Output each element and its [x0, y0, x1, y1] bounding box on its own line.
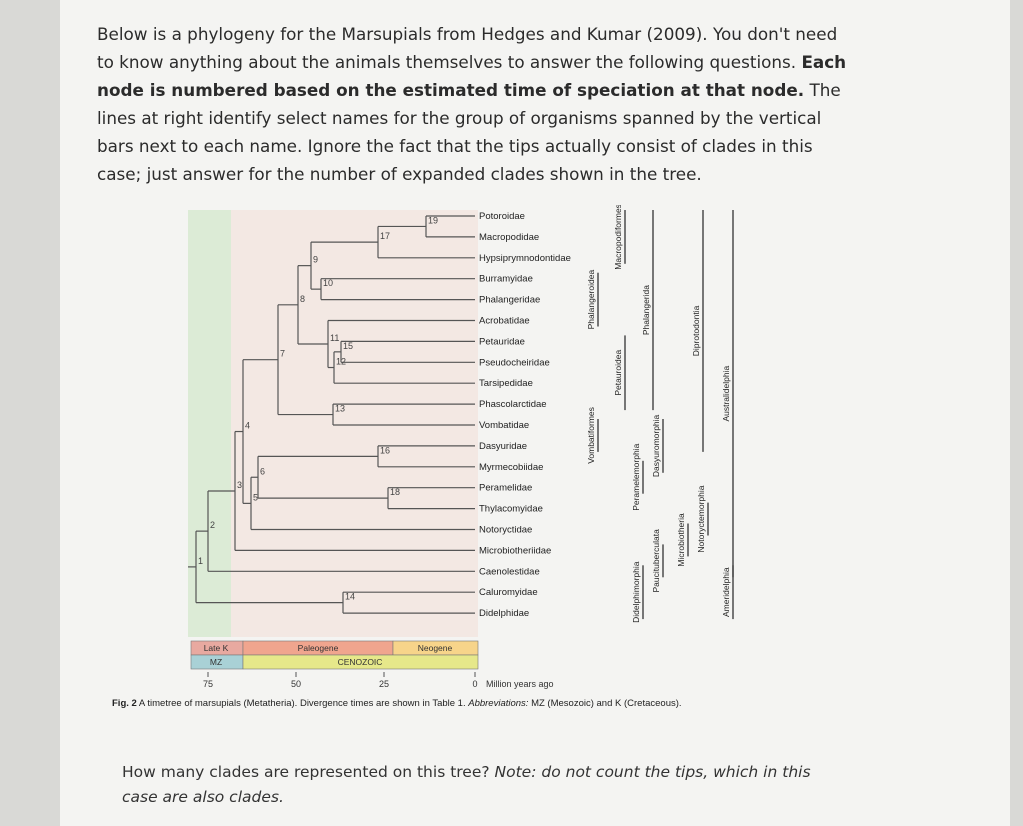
- late-k-label: Late K: [203, 643, 229, 653]
- node-label: 17: [380, 231, 391, 242]
- caption-abbr: MZ (Mesozoic) and K (Cretaceous).: [528, 698, 682, 709]
- cenozoic-label: CENOZOIC: [337, 657, 383, 667]
- neogene-label: Neogene: [417, 643, 453, 653]
- tip-label-group: [479, 211, 571, 619]
- group-label: Notoryctemorphia: [696, 485, 706, 553]
- tip-label: Vombatidae: [479, 420, 530, 431]
- tip-label: Phalangeridae: [479, 294, 541, 306]
- tip-label: Petauridae: [479, 336, 525, 348]
- question-text: [122, 760, 842, 810]
- node-label: 13: [335, 403, 346, 414]
- tip-label: Tarsipedidae: [479, 378, 533, 390]
- tick-label: 0: [472, 679, 478, 689]
- group-label: Petauroidea: [613, 349, 623, 396]
- tip-label: Notoryctidae: [479, 524, 533, 536]
- node-label: 10: [323, 278, 334, 289]
- group-label: Phalangerida: [641, 284, 651, 336]
- group-label: Didelphimorphia: [631, 561, 641, 623]
- node-label: 11: [330, 333, 340, 344]
- intro-text-3: The lines at right identify select names for the group of organisms spanned by the vertical bars next to each name. Ignore the fact that the tips actually consist of clades in this case; just answer for the number of expanded clades shown in the tree.: [97, 80, 841, 184]
- node-label: 5: [253, 492, 259, 503]
- tip-label: Didelphidae: [479, 608, 530, 620]
- caption-abbr-label: Abbreviations:: [468, 698, 529, 709]
- node-label: 16: [380, 445, 391, 456]
- node-label: 14: [345, 591, 356, 602]
- group-label: Peramelemorphia: [631, 443, 641, 511]
- node-label: 12: [336, 356, 347, 367]
- late-k-shade: [188, 210, 231, 637]
- group-label: Diprotodontia: [691, 305, 701, 357]
- intro-text-bold: Each node is numbered based on the estimated time of speciation at that node.: [97, 52, 847, 100]
- tip-label: Burramyidae: [479, 273, 533, 285]
- node-label: 2: [210, 520, 216, 531]
- caption-text: A timetree of marsupials (Metatheria). Divergence times are shown in Table 1.: [136, 698, 469, 709]
- node-label: 15: [343, 340, 354, 351]
- mz-label: MZ: [209, 657, 223, 667]
- tip-label: Myrmecobiidae: [479, 461, 544, 473]
- timetree-svg: [188, 205, 908, 700]
- node-label: 18: [390, 487, 401, 498]
- node-label: 4: [245, 420, 251, 431]
- node-label: 19: [428, 215, 439, 226]
- phylogeny-figure: [188, 205, 908, 705]
- tip-label: Peramelidae: [479, 482, 533, 494]
- tip-label: Phascolarctidae: [479, 399, 547, 411]
- group-label: Phalangeroidea: [586, 269, 596, 330]
- group-label: Dasyuromorphia: [651, 414, 661, 478]
- question-main: How many clades are represented on this tree?: [122, 763, 495, 781]
- intro-paragraph: [97, 20, 847, 188]
- tick-label: 50: [290, 679, 302, 689]
- group-label: Macropodiformes: [613, 205, 623, 270]
- group-label: Vombatiformes: [586, 407, 596, 464]
- node-label: 8: [300, 293, 306, 304]
- tick-label: 75: [202, 679, 214, 689]
- axis-unit: Million years ago: [486, 679, 554, 689]
- question-note: Note: do not count the tips, which in this case are also clades.: [122, 763, 811, 806]
- tick-label: 25: [378, 679, 390, 689]
- tip-label: Acrobatidae: [479, 315, 530, 327]
- tip-label: Hypsiprymnodontidae: [479, 252, 571, 264]
- figure-caption: [112, 698, 732, 710]
- group-label: Microbiotheria: [676, 513, 686, 567]
- cenozoic-shade: [231, 210, 478, 637]
- node-label: 7: [280, 348, 286, 359]
- paleogene-label: Paleogene: [297, 643, 339, 653]
- node-label: 9: [313, 254, 319, 265]
- tip-label: Potoroidae: [479, 211, 525, 222]
- group-label: Paucituberculata: [651, 529, 661, 593]
- group-label: Australidelphia: [721, 365, 731, 422]
- tip-label: Thylacomyidae: [479, 503, 543, 515]
- node-label: 3: [237, 479, 243, 490]
- tip-label: Caluromyidae: [479, 587, 538, 599]
- caption-lead: Fig. 2: [112, 698, 137, 709]
- tip-label: Microbiotheriidae: [479, 545, 552, 557]
- tip-label: Caenolestidae: [479, 566, 540, 578]
- node-label: 1: [198, 555, 204, 566]
- node-label: 6: [260, 466, 266, 477]
- tip-label: Dasyuridae: [479, 440, 528, 452]
- tip-label: Macropodidae: [479, 231, 540, 243]
- intro-text-1: Below is a phylogeny for the Marsupials from Hedges and Kumar (2009). You don't need to know anything about the animals themselves to answer the following questions.: [97, 24, 838, 72]
- tip-label: Pseudocheiridae: [479, 357, 550, 369]
- group-label: Ameridelphia: [721, 567, 731, 618]
- group-bar-group: [586, 205, 733, 623]
